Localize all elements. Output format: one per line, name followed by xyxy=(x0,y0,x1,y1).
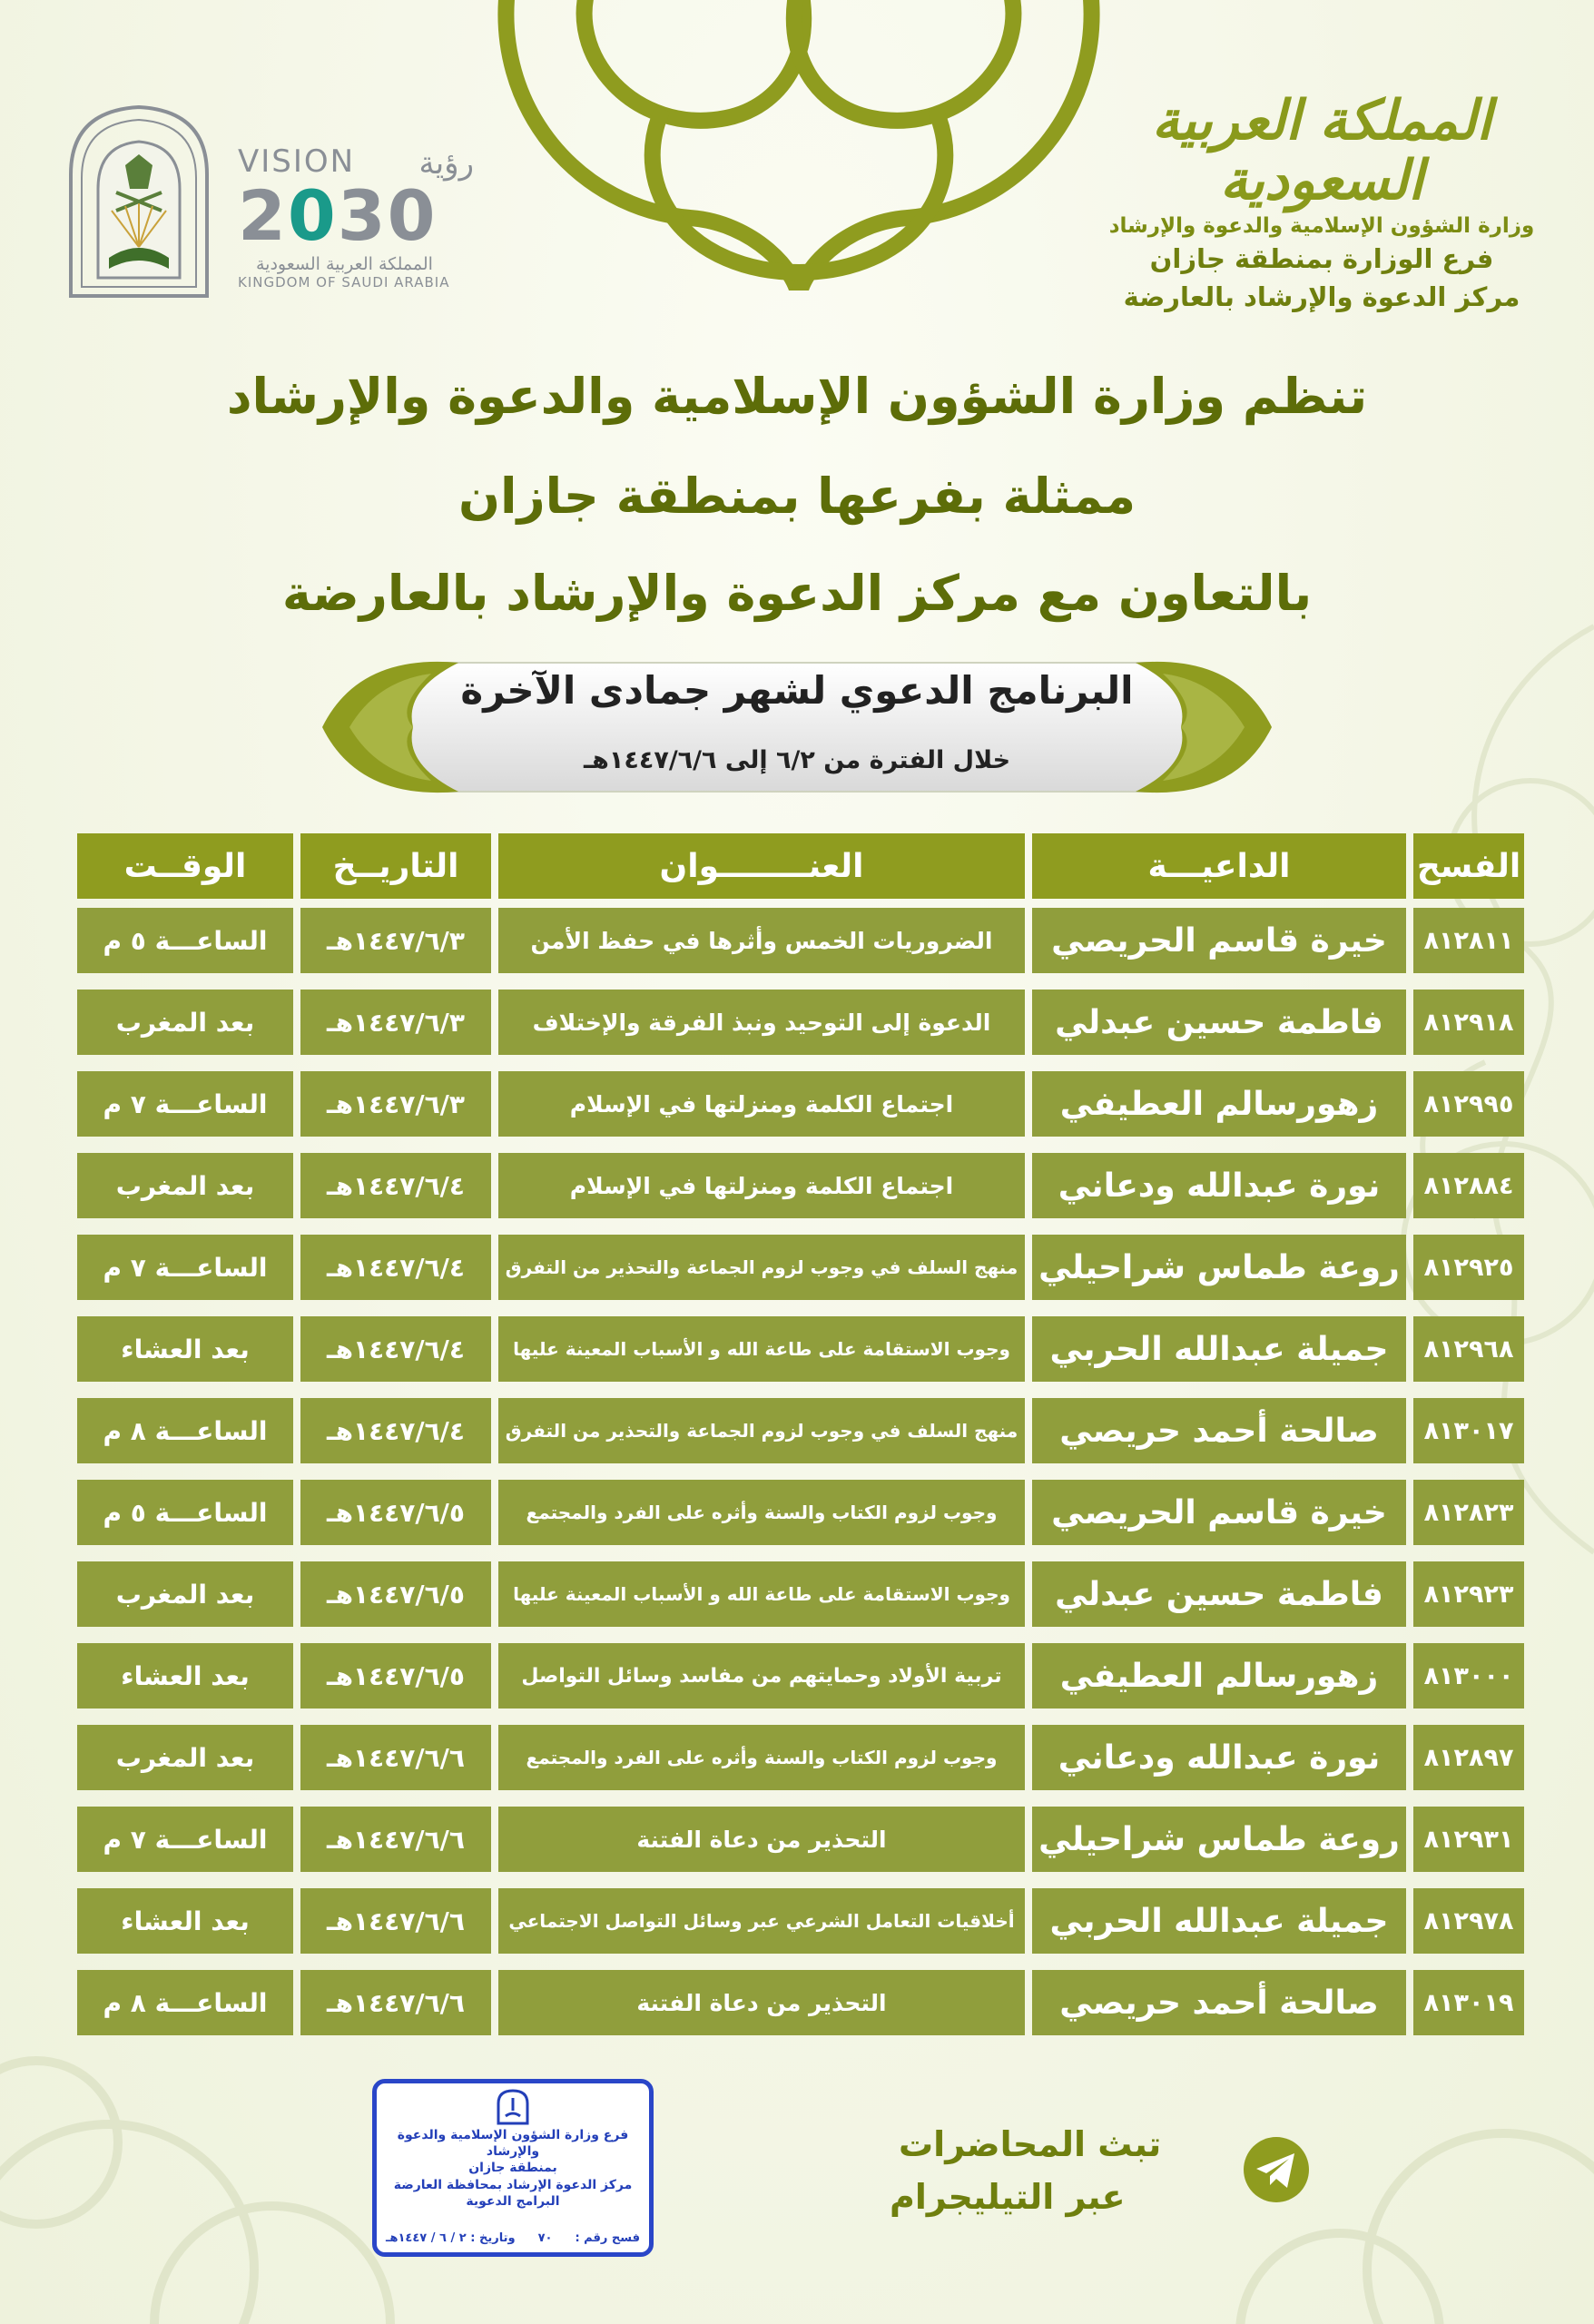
header-title: العنــــــــوان xyxy=(498,833,1025,899)
official-stamp xyxy=(372,2079,654,2257)
cell-date: ١٤٤٧/٦/٥هـ xyxy=(300,1561,491,1627)
cell-title: منهج السلف في وجوب لزوم الجماعة والتحذير من التفرق xyxy=(498,1398,1025,1463)
vision-word: VISION xyxy=(238,143,356,180)
cell-date: ١٤٤٧/٦/٦هـ xyxy=(300,1888,491,1954)
vision-year-part: 30 xyxy=(337,175,438,256)
stamp-line-1: فرع وزارة الشؤون الإسلامية والدعوة والإرشاد xyxy=(397,2128,629,2160)
vision-2030-logo xyxy=(238,143,474,290)
vision-year xyxy=(238,175,474,256)
cell-dai: فاطمة حسين عبدلي xyxy=(1032,1561,1406,1627)
stamp-line-4: البرامج الدعوية xyxy=(466,2193,560,2209)
header-fasah: الفسح xyxy=(1413,833,1524,899)
banner-subtitle: خلال الفترة من ٦/٢ إلى ١٤٤٧/٦/٦هـ xyxy=(583,746,1011,774)
table-row xyxy=(70,1480,1524,1545)
telegram-icon xyxy=(1242,2135,1311,2204)
cell-fasah: ٨١٢٩٦٨ xyxy=(1413,1316,1524,1382)
kingdom-header-block xyxy=(1104,91,1540,312)
cell-fasah: ٨١٣٠١٧ xyxy=(1413,1398,1524,1463)
headline-line-3: بالتعاون مع مركز الدعوة والإرشاد بالعارضة xyxy=(281,565,1313,622)
telegram-line-1: تبث المحاضرات xyxy=(899,2124,1162,2164)
cell-fasah: ٨١٢٨٢٣ xyxy=(1413,1480,1524,1545)
headline-line-2: ممثلة بفرعها بمنطقة جازان xyxy=(458,468,1136,525)
cell-date: ١٤٤٧/٦/٤هـ xyxy=(300,1316,491,1382)
cell-time: الساعـــة ٧ م xyxy=(77,1071,293,1137)
cell-title: اجتماع الكلمة ومنزلتها في الإسلام xyxy=(498,1071,1025,1137)
table-row xyxy=(70,1807,1524,1872)
cell-dai: جميلة عبدالله الحربي xyxy=(1032,1888,1406,1954)
cell-fasah: ٨١٢٨٨٤ xyxy=(1413,1153,1524,1218)
cell-time: بعد المغرب xyxy=(77,1725,293,1790)
cell-date: ١٤٤٧/٦/٥هـ xyxy=(300,1480,491,1545)
cell-date: ١٤٤٧/٦/٦هـ xyxy=(300,1970,491,2035)
cell-fasah: ٨١٢٩٣١ xyxy=(1413,1807,1524,1872)
cell-dai: جميلة عبدالله الحربي xyxy=(1032,1316,1406,1382)
cell-dai: خيرة قاسم الحريصي xyxy=(1032,908,1406,973)
table-row xyxy=(70,1316,1524,1382)
cell-time: بعد العشاء xyxy=(77,1643,293,1709)
ministry-emblem-icon xyxy=(62,102,216,300)
cell-fasah: ٨١٢٩٧٨ xyxy=(1413,1888,1524,1954)
cell-dai: زهورسالم العطيفي xyxy=(1032,1071,1406,1137)
cell-date: ١٤٤٧/٦/٤هـ xyxy=(300,1235,491,1300)
cell-title: وجوب لزوم الكتاب والسنة وأثره على الفرد والمجتمع xyxy=(498,1480,1025,1545)
table-row xyxy=(70,1153,1524,1218)
cell-time: بعد العشاء xyxy=(77,1316,293,1382)
cell-dai: خيرة قاسم الحريصي xyxy=(1032,1480,1406,1545)
table-row xyxy=(70,1561,1524,1627)
cell-time: بعد المغرب xyxy=(77,1561,293,1627)
cell-time: الساعـــة ٨ م xyxy=(77,1970,293,2035)
cell-date: ١٤٤٧/٦/٤هـ xyxy=(300,1398,491,1463)
cell-title: أخلاقيات التعامل الشرعي عبر وسائل التواصل الاجتماعي xyxy=(498,1888,1025,1954)
table-row xyxy=(70,1235,1524,1300)
cell-title: وجوب الاستقامة على طاعة الله و الأسباب المعينة عليها xyxy=(498,1316,1025,1382)
cell-title: منهج السلف في وجوب لزوم الجماعة والتحذير من التفرق xyxy=(498,1235,1025,1300)
cell-dai: روعة طماس شراحيلي xyxy=(1032,1807,1406,1872)
cell-title: التحذير من دعاة الفتنة xyxy=(498,1807,1025,1872)
cell-dai: زهورسالم العطيفي xyxy=(1032,1643,1406,1709)
header-date: التاريــخ xyxy=(300,833,491,899)
stamp-line-2: بمنطقة جازان xyxy=(468,2161,557,2176)
vision-kingdom-arabic: المملكة العربية السعودية xyxy=(256,254,433,274)
cell-date: ١٤٤٧/٦/٣هـ xyxy=(300,990,491,1055)
cell-time: الساعـــة ٨ م xyxy=(77,1398,293,1463)
cell-time: بعد العشاء xyxy=(77,1888,293,1954)
cell-dai: نورة عبدالله ودعاني xyxy=(1032,1725,1406,1790)
table-row xyxy=(70,1071,1524,1137)
stamp-number-label: فسح رقم : xyxy=(575,2231,640,2245)
banner-title: البرنامج الدعوي لشهر جمادى الآخرة xyxy=(460,668,1134,713)
cell-time: الساعـــة ٧ م xyxy=(77,1235,293,1300)
headline-line-1: تنظم وزارة الشؤون الإسلامية والدعوة والإرشاد xyxy=(226,368,1368,425)
cell-date: ١٤٤٧/٦/٤هـ xyxy=(300,1153,491,1218)
stamp-line-3: مركز الدعوة الإرشاد بمحافظة العارضة xyxy=(393,2177,633,2192)
floral-flourish-left xyxy=(0,2034,418,2324)
header-time: الوقــت xyxy=(77,833,293,899)
cell-dai: نورة عبدالله ودعاني xyxy=(1032,1153,1406,1218)
kingdom-calligraphy: المملكة العربية السعودية xyxy=(1151,89,1492,212)
table-row xyxy=(70,1398,1524,1463)
cell-dai: صالحة أحمد حريصي xyxy=(1032,1970,1406,2035)
cell-title: وجوب لزوم الكتاب والسنة وأثره على الفرد والمجتمع xyxy=(498,1725,1025,1790)
vision-year-o: 0 xyxy=(287,175,338,256)
cell-fasah: ٨١٣٠١٩ xyxy=(1413,1970,1524,2035)
stamp-emblem-icon xyxy=(495,2089,531,2125)
center-line: مركز الدعوة والإرشاد بالعارضة xyxy=(1123,281,1520,312)
telegram-line-2: عبر التيليجرام xyxy=(890,2177,1126,2217)
table-row xyxy=(70,1888,1524,1954)
cell-title: تربية الأولاد وحمايتهم من مفاسد وسائل التواصل xyxy=(498,1643,1025,1709)
cell-fasah: ٨١٢٩٢٣ xyxy=(1413,1561,1524,1627)
stamp-date: وتاريخ : ٢ / ٦ / ١٤٤٧هـ xyxy=(386,2231,516,2245)
table-row xyxy=(70,908,1524,973)
ministry-line: وزارة الشؤون الإسلامية والدعوة والإرشاد xyxy=(1108,214,1535,238)
cell-dai: صالحة أحمد حريصي xyxy=(1032,1398,1406,1463)
table-row xyxy=(70,1643,1524,1709)
cell-time: الساعـــة ٧ م xyxy=(77,1807,293,1872)
cell-time: بعد المغرب xyxy=(77,1153,293,1218)
header-dai: الداعيـــة xyxy=(1032,833,1406,899)
cell-time: بعد المغرب xyxy=(77,990,293,1055)
cell-dai: روعة طماس شراحيلي xyxy=(1032,1235,1406,1300)
vision-word-arabic: رؤية xyxy=(418,145,474,182)
cell-fasah: ٨١٢٨١١ xyxy=(1413,908,1524,973)
stamp-number: ٧٠ xyxy=(537,2231,553,2245)
cell-dai: فاطمة حسين عبدلي xyxy=(1032,990,1406,1055)
cell-fasah: ٨١٢٩٩٥ xyxy=(1413,1071,1524,1137)
cell-fasah: ٨١٢٩٢٥ xyxy=(1413,1235,1524,1300)
cell-date: ١٤٤٧/٦/٦هـ xyxy=(300,1725,491,1790)
cell-date: ١٤٤٧/٦/٣هـ xyxy=(300,908,491,973)
vision-year-part: 2 xyxy=(238,175,288,256)
table-header-row xyxy=(70,833,1524,899)
cell-fasah: ٨١٢٩١٨ xyxy=(1413,990,1524,1055)
cell-date: ١٤٤٧/٦/٥هـ xyxy=(300,1643,491,1709)
cell-date: ١٤٤٧/٦/٦هـ xyxy=(300,1807,491,1872)
cell-title: وجوب الاستقامة على طاعة الله و الأسباب المعينة عليها xyxy=(498,1561,1025,1627)
cell-fasah: ٨١٣٠٠٠ xyxy=(1413,1643,1524,1709)
header-knot-ornament xyxy=(454,0,1144,290)
cell-fasah: ٨١٢٨٩٧ xyxy=(1413,1725,1524,1790)
stamp-footer xyxy=(386,2231,640,2245)
cell-title: اجتماع الكلمة ومنزلتها في الإسلام xyxy=(498,1153,1025,1218)
cell-title: الدعوة إلى التوحيد ونبذ الفرقة والإختلاف xyxy=(498,990,1025,1055)
cell-title: الضروريات الخمس وأثرها في حفظ الأمن xyxy=(498,908,1025,973)
table-row xyxy=(70,990,1524,1055)
cell-title: التحذير من دعاة الفتنة xyxy=(498,1970,1025,2035)
cell-time: الساعـــة ٥ م xyxy=(77,1480,293,1545)
cell-time: الساعـــة ٥ م xyxy=(77,908,293,973)
vision-kingdom-english: KINGDOM OF SAUDI ARABIA xyxy=(238,274,450,290)
table-row xyxy=(70,1725,1524,1790)
branch-line: فرع الوزارة بمنطقة جازان xyxy=(1149,243,1494,274)
table-row xyxy=(70,1970,1524,2035)
cell-date: ١٤٤٧/٦/٣هـ xyxy=(300,1071,491,1137)
